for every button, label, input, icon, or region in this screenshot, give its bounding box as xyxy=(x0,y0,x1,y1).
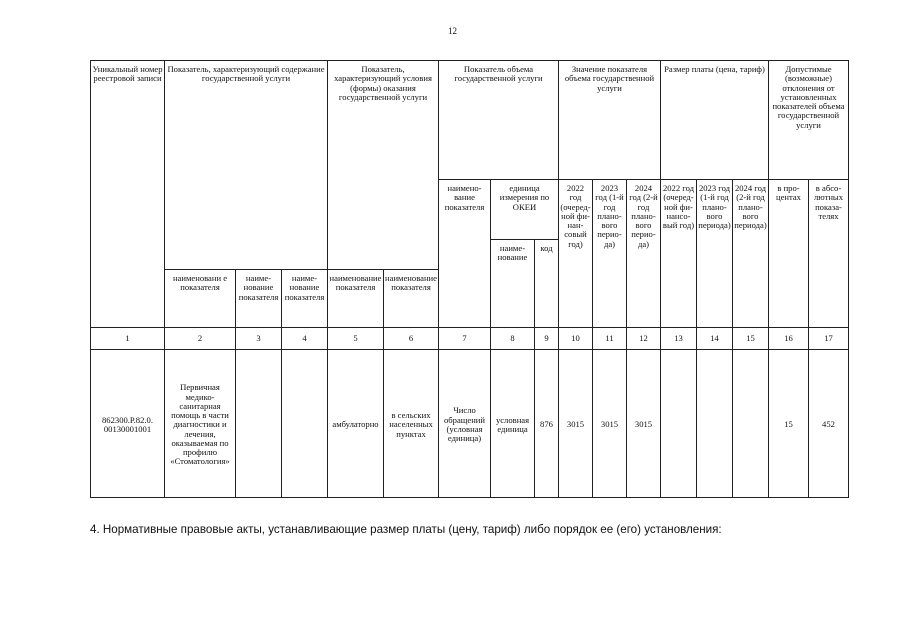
header-sub-name-1: наименовани е показателя xyxy=(165,270,236,328)
header-content-indicator: Показатель, характеризующий содержание государственной услуги xyxy=(165,61,328,270)
header-fee-2022: 2022 год (очередной финансовый год) xyxy=(661,180,697,328)
header-indicator-name: наименование показателя xyxy=(439,180,491,328)
content-indicator-2-cell xyxy=(236,350,282,498)
header-dev-absolute: в абсолютных показателях xyxy=(809,180,849,328)
condition-2-cell: в сельских населенных пунктах xyxy=(384,350,439,498)
column-number: 4 xyxy=(282,328,328,350)
header-sub-name-4: наименование показателя xyxy=(328,270,384,328)
header-deviations: Допустимые (возможные) отклонения от установленных показателей объема государственной услуги xyxy=(769,61,849,180)
table-row xyxy=(91,350,849,498)
header-fee-size: Размер платы (цена, тариф) xyxy=(661,61,769,180)
column-number: 1 xyxy=(91,328,165,350)
unit-code-cell: 876 xyxy=(535,350,559,498)
indicator-name-cell: Число обращений (условная единица) xyxy=(439,350,491,498)
column-number: 15 xyxy=(733,328,769,350)
header-volume-2024: 2024 год (2-й год планового периода) xyxy=(627,180,661,328)
column-number: 8 xyxy=(491,328,535,350)
column-number: 16 xyxy=(769,328,809,350)
volume-2022-cell: 3015 xyxy=(559,350,593,498)
column-number: 14 xyxy=(697,328,733,350)
header-okei-code: код xyxy=(535,240,559,328)
header-unique-number: Уникальный номер реестровой записи xyxy=(91,61,165,328)
header-sub-name-5: наименование показателя xyxy=(384,270,439,328)
header-conditions-indicator: Показатель, характеризующий условия (формы) оказания государственной услуги xyxy=(328,61,439,270)
fee-2022-cell xyxy=(661,350,697,498)
column-number: 12 xyxy=(627,328,661,350)
header-fee-2024: 2024 год (2-й год планового периода) xyxy=(733,180,769,328)
unit-name-cell: условная единица xyxy=(491,350,535,498)
section-heading: 4. Нормативные правовые акты, устанавливающие размер платы (цену, тариф) либо порядок ее (его) установления: xyxy=(90,523,722,536)
deviation-percent-cell: 15 xyxy=(769,350,809,498)
header-sub-name-2: наименование показателя xyxy=(236,270,282,328)
header-volume-2023: 2023 год (1-й год планового периода) xyxy=(593,180,627,328)
header-okei-name: наименование xyxy=(491,240,535,328)
header-fee-2023: 2023 год (1-й год планового периода) xyxy=(697,180,733,328)
column-number: 2 xyxy=(165,328,236,350)
header-dev-percent: в процентах xyxy=(769,180,809,328)
deviation-absolute-cell: 452 xyxy=(809,350,849,498)
volume-2023-cell: 3015 xyxy=(593,350,627,498)
column-number: 6 xyxy=(384,328,439,350)
column-number: 11 xyxy=(593,328,627,350)
column-number: 3 xyxy=(236,328,282,350)
column-number: 9 xyxy=(535,328,559,350)
page-number: 12 xyxy=(448,26,457,36)
condition-1-cell: амбулаторно xyxy=(328,350,384,498)
header-sub-name-3: наименование показателя xyxy=(282,270,328,328)
header-volume-indicator: Показатель объема государственной услуги xyxy=(439,61,559,180)
column-number: 13 xyxy=(661,328,697,350)
fee-2023-cell xyxy=(697,350,733,498)
content-indicator-1-cell: Первичная медико-санитарная помощь в части диагностики и лечения, оказываемая по профилю «Стоматология» xyxy=(165,350,236,498)
header-volume-2022: 2022 год (очередной финансовый год) xyxy=(559,180,593,328)
fee-2024-cell xyxy=(733,350,769,498)
content-indicator-3-cell xyxy=(282,350,328,498)
column-number: 17 xyxy=(809,328,849,350)
column-number: 5 xyxy=(328,328,384,350)
column-number: 10 xyxy=(559,328,593,350)
header-volume-value: Значение показателя объема государственной услуги xyxy=(559,61,661,180)
volume-2024-cell: 3015 xyxy=(627,350,661,498)
state-service-volume-table xyxy=(90,60,849,498)
registry-number-cell: 862300.Р.82.0. 00130001001 xyxy=(91,350,165,498)
header-okei-unit: единица измерения по ОКЕИ xyxy=(491,180,559,240)
column-number: 7 xyxy=(439,328,491,350)
